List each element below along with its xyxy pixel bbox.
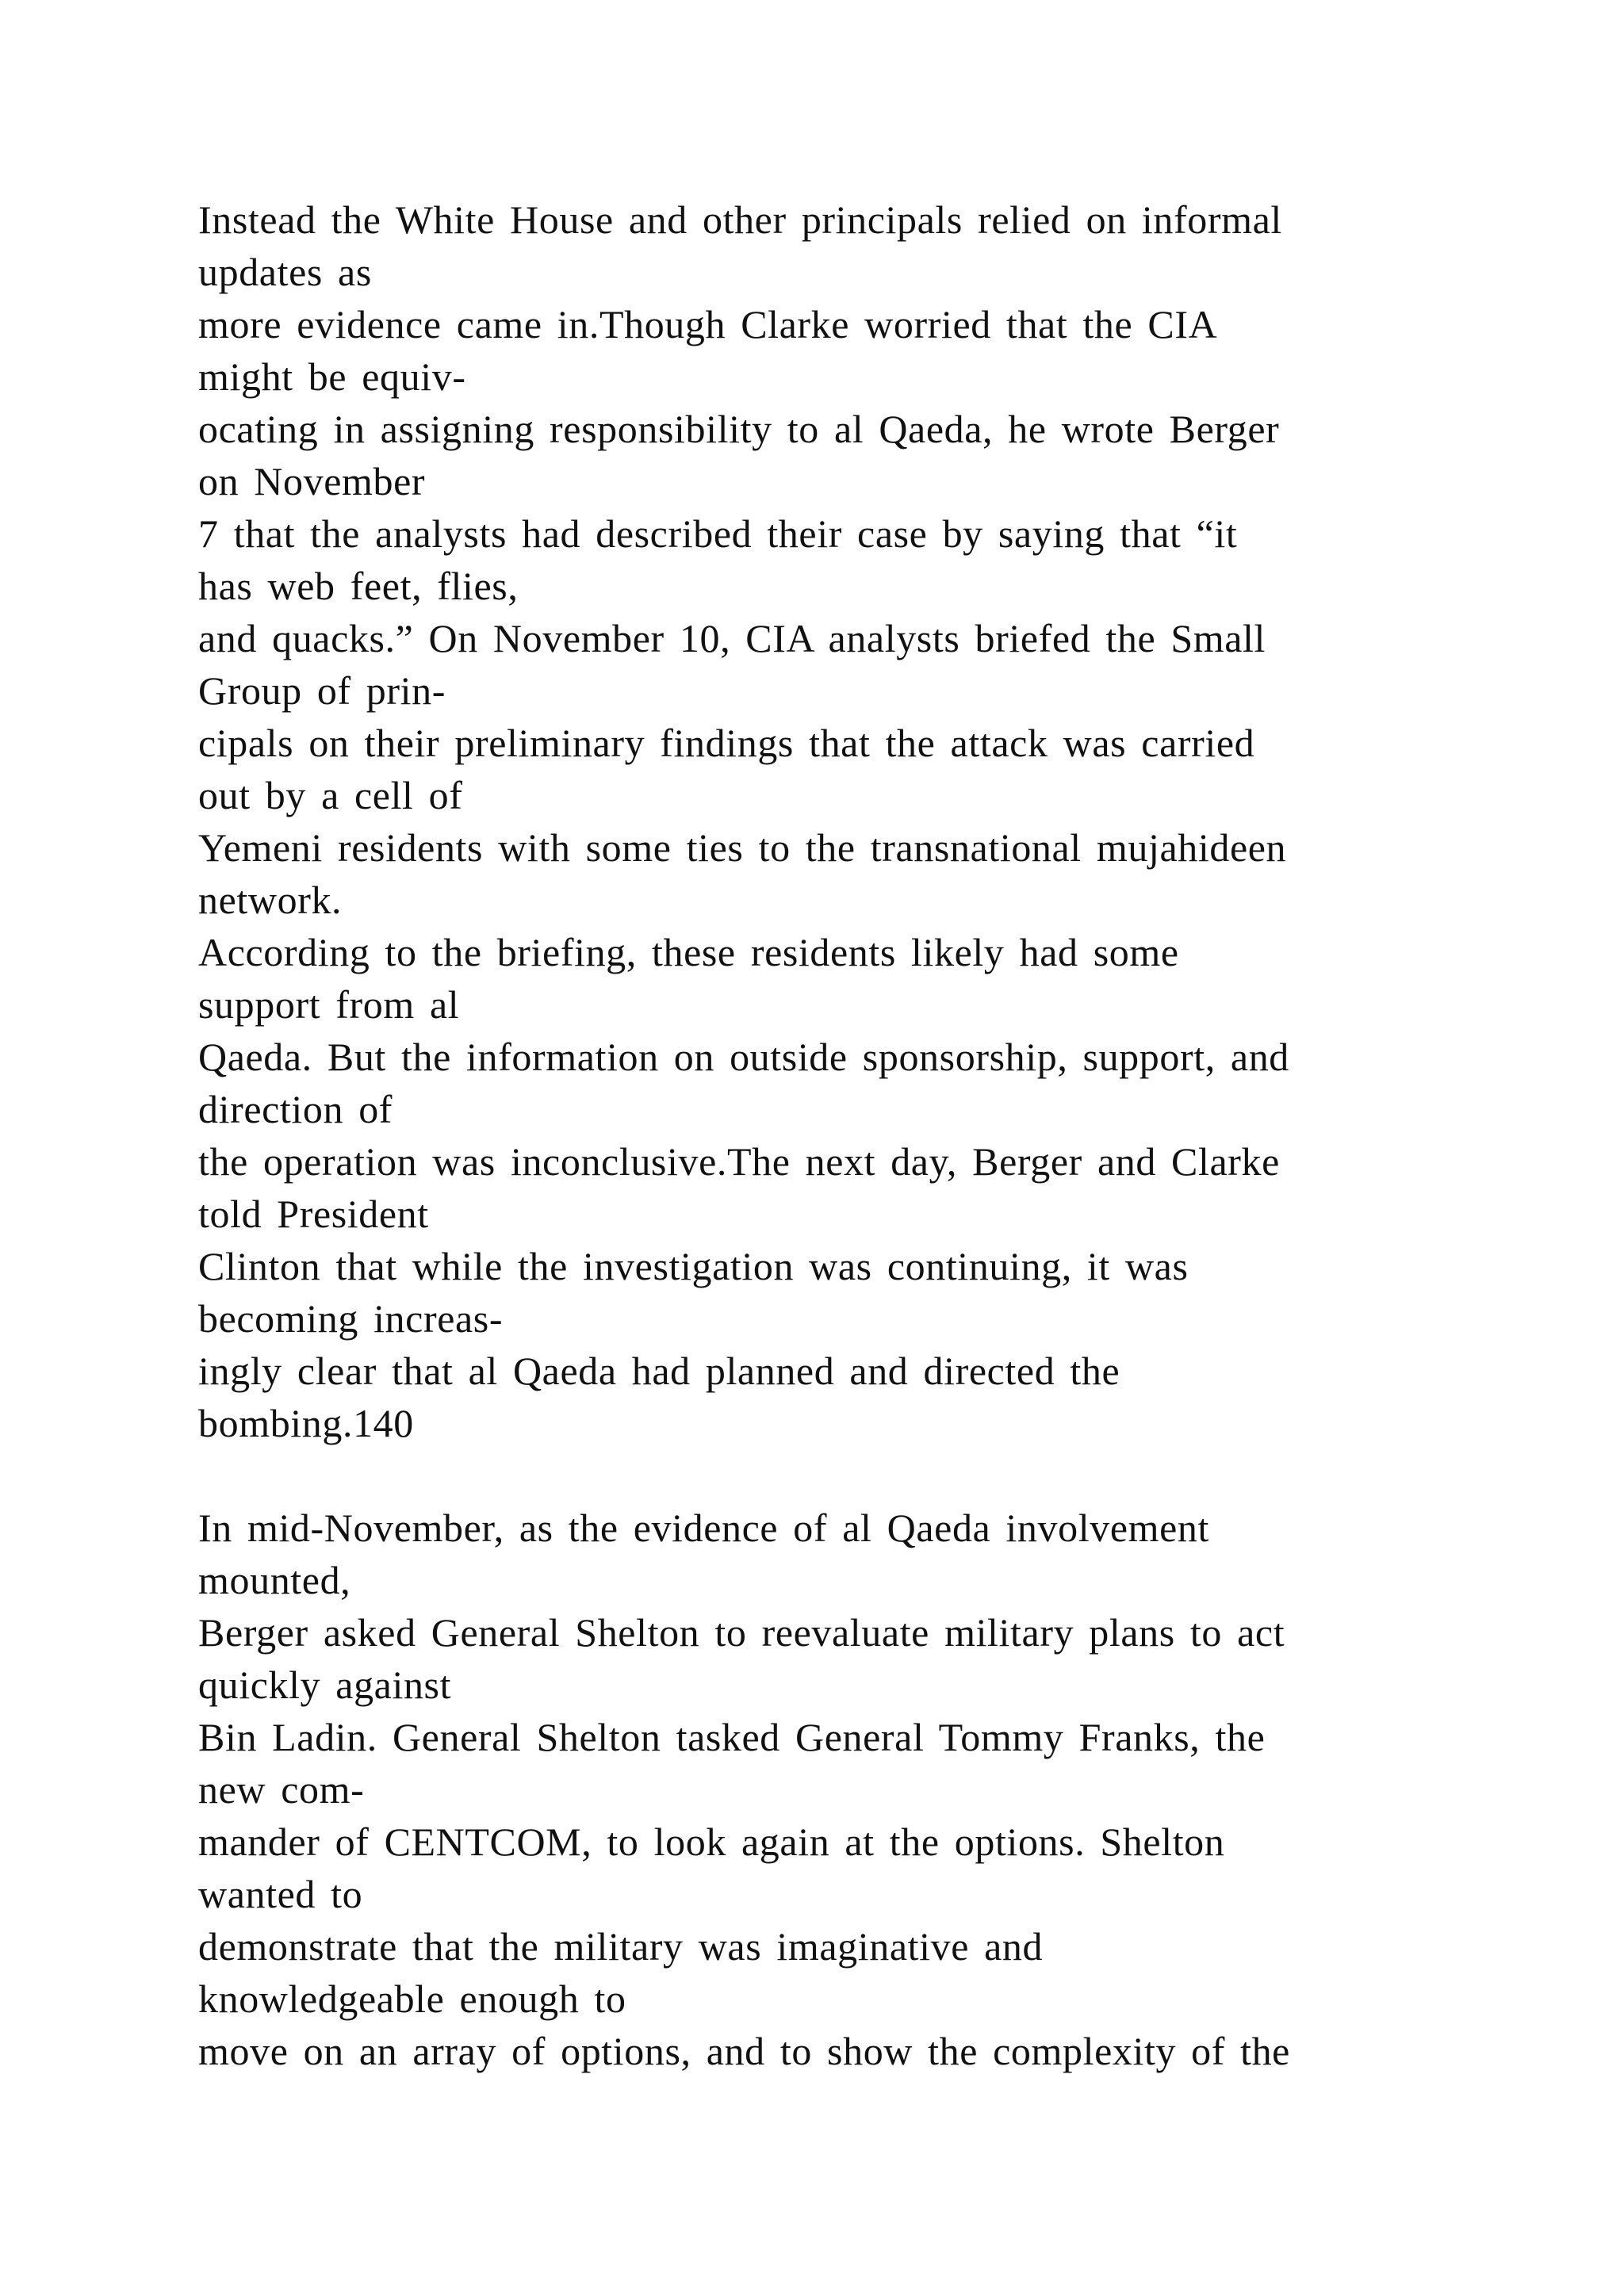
text-line: the operation was inconclusive.The next day, Berger and Clarke (198, 1139, 1280, 1184)
text-line: out by a cell of (198, 773, 463, 817)
text-line: mounted, (198, 1558, 351, 1602)
text-line: Berger asked General Shelton to reevaluate military plans to act (198, 1610, 1285, 1655)
text-line: Qaeda. But the information on outside sponsorship, support, and (198, 1035, 1289, 1079)
text-line: wanted to (198, 1872, 363, 1916)
text-line: told President (198, 1192, 429, 1236)
paragraph-1 (198, 193, 1546, 1449)
text-line: According to the briefing, these residents likely had some (198, 930, 1179, 974)
text-line: ingly clear that al Qaeda had planned and directed the (198, 1349, 1120, 1393)
text-line: cipals on their preliminary findings that the attack was carried (198, 721, 1255, 765)
text-line: more evidence came in.Though Clarke worried that the CIA (198, 302, 1218, 346)
text-line: ocating in assigning responsibility to al Qaeda, he wrote Berger (198, 407, 1280, 451)
text-line: In mid-November, as the evidence of al Qaeda involvement (198, 1506, 1209, 1550)
text-line: mander of CENTCOM, to look again at the options. Shelton (198, 1820, 1225, 1864)
text-line: and quacks.” On November 10, CIA analysts briefed the Small (198, 616, 1266, 660)
text-line: Group of prin- (198, 668, 446, 713)
text-line: network. (198, 878, 343, 922)
text-line: has web feet, flies, (198, 564, 519, 608)
text-line: updates as (198, 250, 372, 294)
text-line: 7 that the analysts had described their case by saying that “it (198, 511, 1238, 556)
text-line: knowledgeable enough to (198, 1976, 626, 2021)
text-line: Bin Ladin. General Shelton tasked General Tommy Franks, the (198, 1715, 1266, 1759)
text-line: Instead the White House and other principals relied on informal (198, 197, 1282, 242)
text-line: new com- (198, 1767, 365, 1812)
text-line: bombing.140 (198, 1401, 414, 1445)
text-line: might be equiv- (198, 354, 466, 399)
paragraph-2 (198, 1502, 1546, 2077)
text-line: Yemeni residents with some ties to the transnational mujahideen (198, 825, 1287, 870)
text-line: support from al (198, 982, 460, 1027)
text-line: direction of (198, 1087, 393, 1131)
text-line: becoming increas- (198, 1296, 504, 1341)
text-line: quickly against (198, 1663, 452, 1707)
text-line: on November (198, 459, 426, 503)
text-line: move on an array of options, and to show the complexity of the (198, 2029, 1290, 2073)
text-line: Clinton that while the investigation was continuing, it was (198, 1244, 1189, 1288)
text-line: demonstrate that the military was imaginative and (198, 1924, 1044, 1969)
